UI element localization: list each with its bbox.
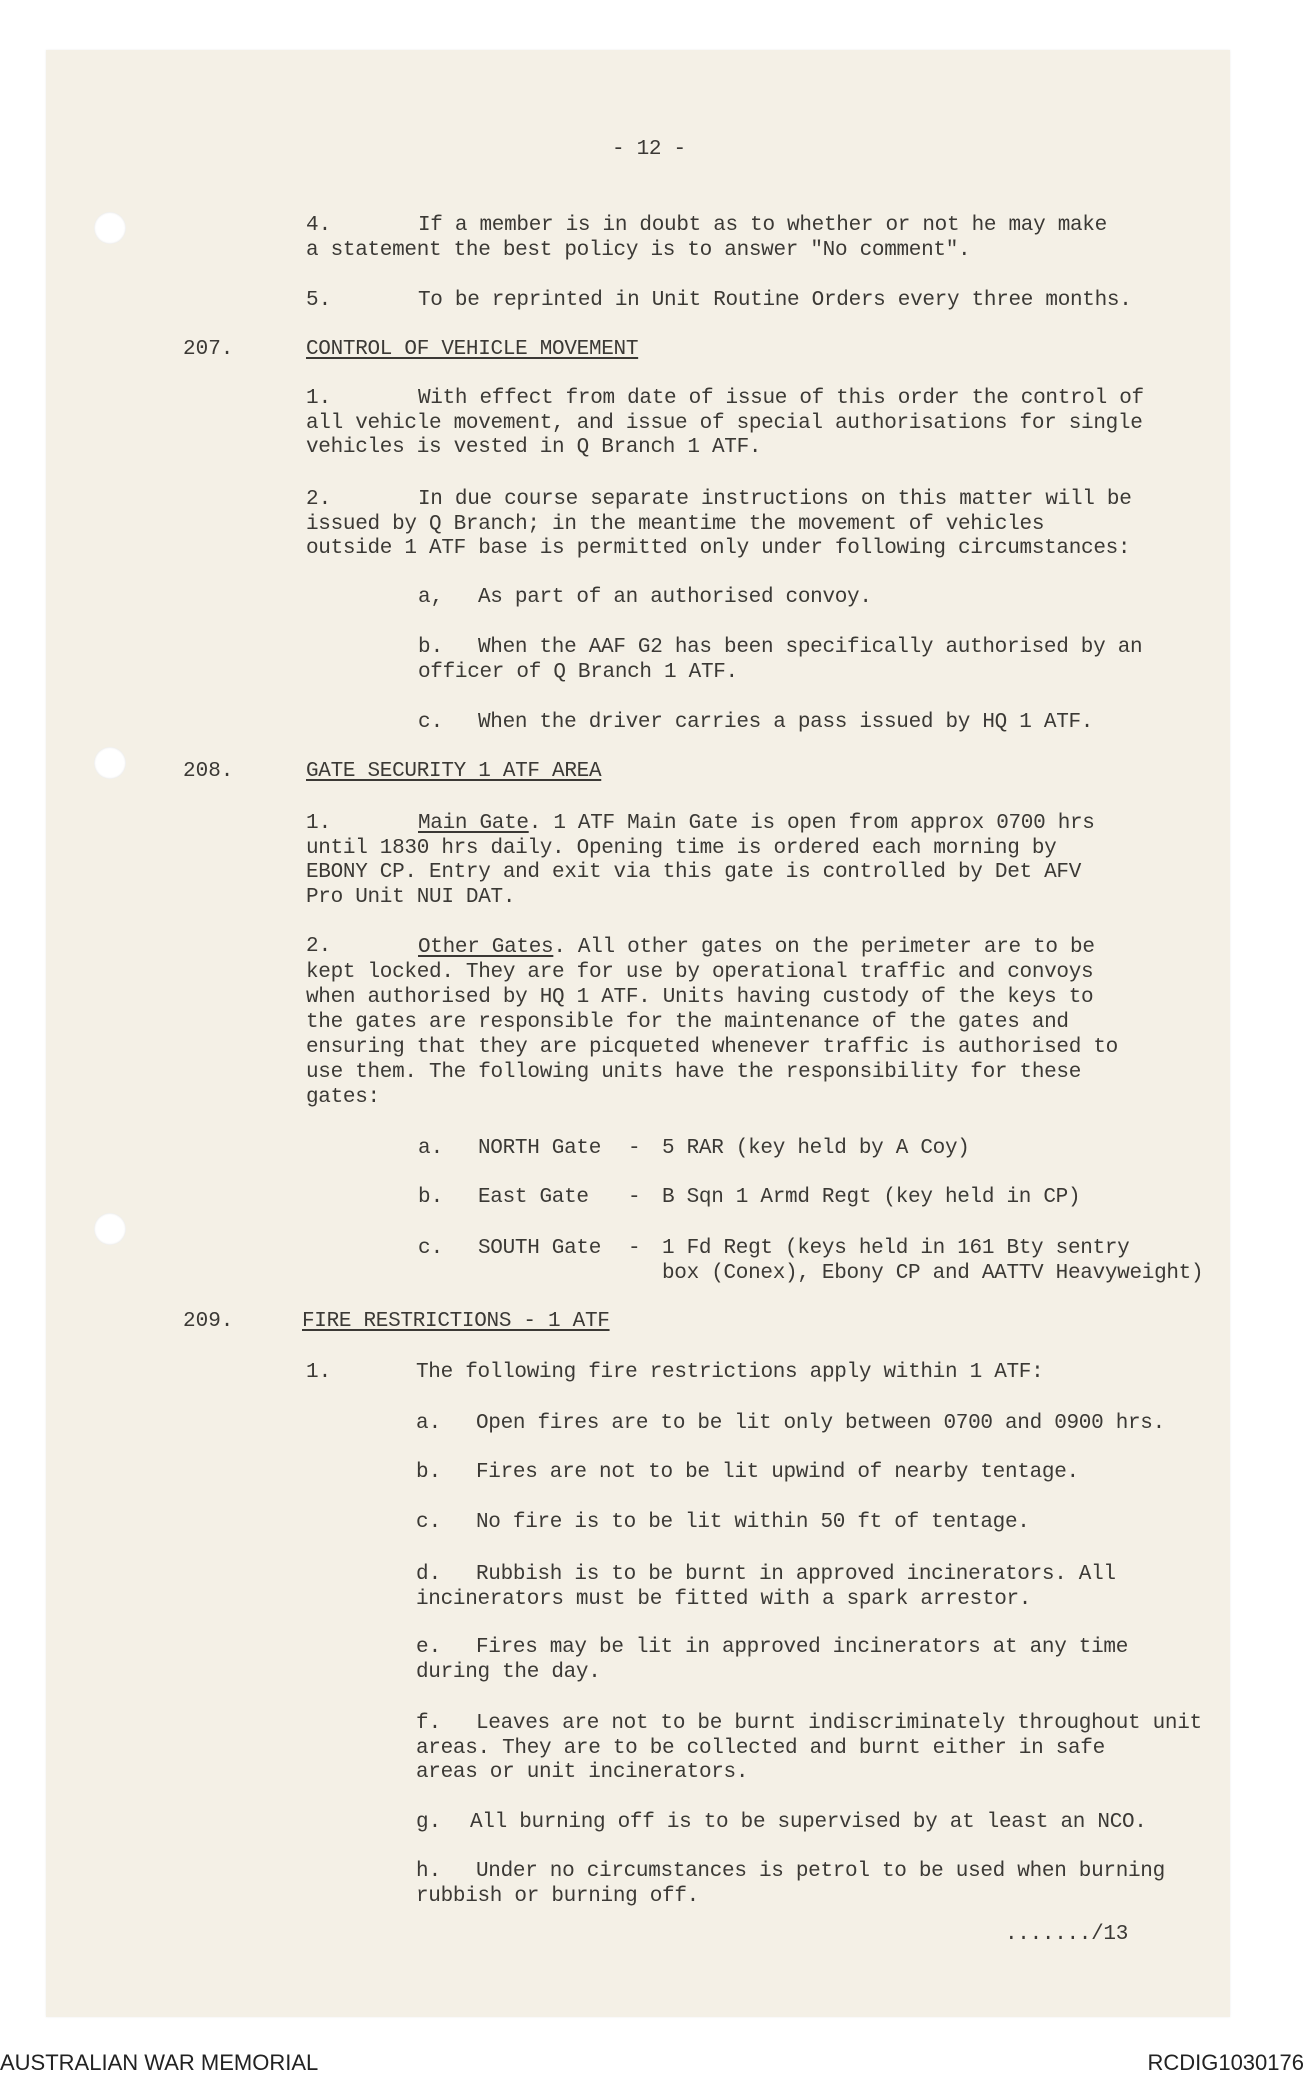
para-number: 1.: [306, 812, 332, 835]
item-label: a,: [418, 586, 444, 609]
para-number: 1.: [306, 387, 332, 410]
para-text: The following fire restrictions apply within 1 ATF:: [416, 1361, 1044, 1384]
item-label: h.: [416, 1860, 442, 1883]
section-number: 208.: [183, 760, 234, 783]
para-text: In due course separate instructions on this matter will be issued by Q Branch; in the meantime the movement of vehicles outside 1 ATF base is permitted only under following circumstances:: [306, 488, 1132, 560]
para-number: 4.: [306, 214, 332, 237]
item-text: As part of an authorised convoy.: [478, 586, 872, 609]
punch-hole: [94, 1213, 126, 1245]
para-text: If a member is in doubt as to whether or not he may make a statement the best policy is to answer "No comment".: [306, 214, 1107, 262]
section-number: 207.: [183, 338, 234, 361]
continuation-marker: ......./13: [1005, 1923, 1129, 1946]
para-text: With effect from date of issue of this order the control of all vehicle movement, and issue of special authorisations for single vehicles is vested in Q Branch 1 ATF.: [306, 387, 1144, 459]
para-number: 5.: [306, 289, 332, 312]
para-body: . 1 ATF Main Gate is open from approx 0700 hrs until 1830 hrs daily. Opening time is ordered each morning by EBONY CP. Entry and exit via this gate is controlled by Det AFV Pro Unit NUI DAT.: [306, 812, 1095, 909]
para-body: . All other gates on the perimeter are to be kept locked. They are for use by operational traffic and convoys when authorised by HQ 1 ATF. Units having custody of the keys to the gates are responsible for the maintenance of the gates and ensuring that they are picqueted whenever traffic is authorised to use them. The following units have the responsibility for these gates:: [306, 936, 1118, 1109]
item-text: No fire is to be lit within 50 ft of tentage.: [476, 1511, 1030, 1534]
item-label: c.: [418, 711, 444, 734]
item-label: f.: [416, 1712, 442, 1735]
item-label: g.: [416, 1811, 442, 1834]
item-label: d.: [416, 1563, 442, 1586]
para-text: [306, 935, 1206, 1110]
gate-unit: 1 Fd Regt (keys held in 161 Bty sentry box (Conex), Ebony CP and AATTV Heavyweight): [662, 1237, 1204, 1285]
section-number: 209.: [183, 1310, 234, 1333]
para-number: 2.: [306, 935, 332, 958]
item-text: All burning off is to be supervised by at least an NCO.: [470, 1811, 1147, 1834]
page-number: - 12 -: [612, 138, 686, 161]
para-number: 1.: [306, 1361, 332, 1384]
gate-dash: -: [628, 1186, 641, 1209]
item-label: e.: [416, 1636, 442, 1659]
para-title: Main Gate: [418, 812, 529, 835]
item-text: When the driver carries a pass issued by HQ 1 ATF.: [478, 711, 1094, 734]
item-text: Leaves are not to be burnt indiscriminately throughout unit areas. They are to be collected and burnt either in safe areas or unit incinerators.: [416, 1712, 1202, 1784]
section-heading: FIRE RESTRICTIONS - 1 ATF: [302, 1310, 610, 1333]
item-text: Fires are not to be lit upwind of nearby tentage.: [476, 1461, 1079, 1484]
section-heading: GATE SECURITY 1 ATF AREA: [306, 760, 602, 783]
gate-dash: -: [628, 1237, 641, 1260]
gate-name: SOUTH Gate: [478, 1237, 602, 1260]
punch-hole: [94, 212, 126, 244]
item-text: Under no circumstances is petrol to be used when burning rubbish or burning off.: [416, 1860, 1165, 1908]
item-label: c.: [416, 1511, 442, 1534]
para-number: 2.: [306, 488, 332, 511]
item-text: Rubbish is to be burnt in approved incinerators. All incinerators must be fitted with a spark arrestor.: [416, 1563, 1116, 1611]
punch-hole: [94, 747, 126, 779]
section-heading: CONTROL OF VEHICLE MOVEMENT: [306, 338, 639, 361]
footer-record-id: RCDIG1030176: [1147, 2050, 1304, 2075]
gate-label: b.: [418, 1186, 444, 1209]
gate-unit: B Sqn 1 Armd Regt (key held in CP): [662, 1186, 1081, 1209]
gate-unit: 5 RAR (key held by A Coy): [662, 1137, 970, 1160]
item-label: b.: [418, 636, 444, 659]
para-title: Other Gates: [418, 936, 554, 959]
item-label: a.: [416, 1412, 442, 1435]
para-text: [306, 812, 1206, 910]
gate-dash: -: [628, 1137, 641, 1160]
gate-name: NORTH Gate: [478, 1137, 602, 1160]
para-text: To be reprinted in Unit Routine Orders every three months.: [418, 289, 1132, 312]
gate-name: East Gate: [478, 1186, 589, 1209]
gate-label: a.: [418, 1137, 444, 1160]
footer-institution: AUSTRALIAN WAR MEMORIAL: [0, 2050, 319, 2075]
item-text: When the AAF G2 has been specifically authorised by an officer of Q Branch 1 ATF.: [418, 636, 1143, 684]
item-text: Fires may be lit in approved incinerators at any time during the day.: [416, 1636, 1129, 1684]
item-label: b.: [416, 1461, 442, 1484]
gate-label: c.: [418, 1237, 444, 1260]
item-text: Open fires are to be lit only between 0700 and 0900 hrs.: [476, 1412, 1165, 1435]
